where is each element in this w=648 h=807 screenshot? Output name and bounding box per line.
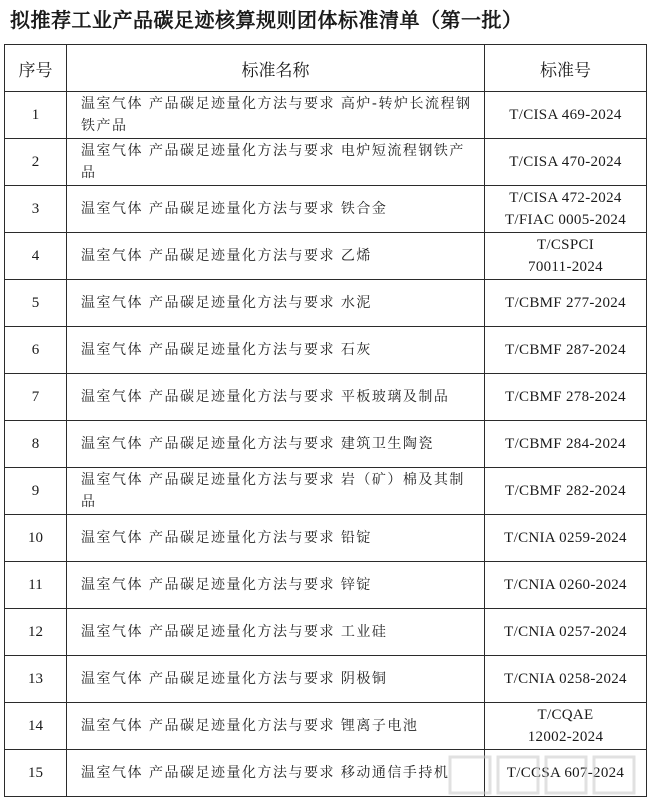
row-standard-code — [485, 750, 647, 797]
standard-code-line: T/CBMF 277-2024 — [505, 295, 626, 311]
header-serial: 序号 — [5, 45, 67, 92]
row-standard-code — [485, 656, 647, 703]
table-row — [5, 609, 647, 656]
standard-code-line: T/CISA 470-2024 — [509, 154, 622, 170]
row-standard-name: 温室气体 产品碳足迹量化方法与要求 石灰 — [67, 327, 485, 374]
row-standard-name: 温室气体 产品碳足迹量化方法与要求 铁合金 — [67, 186, 485, 233]
row-standard-code — [485, 233, 647, 280]
table-row — [5, 233, 647, 280]
standard-code-line: 12002-2024 — [527, 729, 604, 745]
row-standard-name: 温室气体 产品碳足迹量化方法与要求 阴极铜 — [67, 656, 485, 703]
table-row — [5, 92, 647, 139]
row-standard-code — [485, 515, 647, 562]
table-row — [5, 374, 647, 421]
row-standard-name: 温室气体 产品碳足迹量化方法与要求 锌锭 — [67, 562, 485, 609]
standard-code-line: T/CCSA 607-2024 — [506, 765, 625, 781]
row-serial: 2 — [5, 139, 67, 186]
standard-code-line: T/CSPCI — [536, 237, 595, 253]
standard-code-line: T/CNIA 0260-2024 — [504, 577, 627, 593]
row-standard-code — [485, 562, 647, 609]
row-serial: 6 — [5, 327, 67, 374]
row-standard-code — [485, 374, 647, 421]
row-standard-code — [485, 703, 647, 750]
page-title: 拟推荐工业产品碳足迹核算规则团体标准清单（第一批） — [10, 8, 523, 32]
table-row — [5, 468, 647, 515]
row-serial: 1 — [5, 92, 67, 139]
row-standard-code — [485, 280, 647, 327]
standard-code-line: T/CBMF 287-2024 — [505, 342, 626, 358]
row-standard-name: 温室气体 产品碳足迹量化方法与要求 铅锭 — [67, 515, 485, 562]
standard-code-line: T/CBMF 278-2024 — [505, 389, 626, 405]
row-standard-code — [485, 92, 647, 139]
row-standard-name: 温室气体 产品碳足迹量化方法与要求 乙烯 — [67, 233, 485, 280]
standard-code-line: 70011-2024 — [528, 259, 603, 275]
table-row — [5, 139, 647, 186]
header-standard-code: 标准号 — [485, 45, 647, 92]
row-standard-name: 温室气体 产品碳足迹量化方法与要求 水泥 — [67, 280, 485, 327]
row-serial: 8 — [5, 421, 67, 468]
table-row — [5, 656, 647, 703]
table-row — [5, 327, 647, 374]
row-serial: 7 — [5, 374, 67, 421]
header-standard-name: 标准名称 — [67, 45, 485, 92]
standard-code-line: T/CISA 472-2024 — [509, 190, 622, 206]
row-standard-name: 温室气体 产品碳足迹量化方法与要求 移动通信手持机 — [67, 750, 485, 797]
row-standard-name: 温室气体 产品碳足迹量化方法与要求 建筑卫生陶瓷 — [67, 421, 485, 468]
table-row — [5, 186, 647, 233]
row-serial: 4 — [5, 233, 67, 280]
table-header-row — [5, 45, 647, 92]
table-row — [5, 421, 647, 468]
standards-table — [4, 44, 647, 797]
row-standard-code — [485, 468, 647, 515]
row-standard-code — [485, 139, 647, 186]
table-row — [5, 515, 647, 562]
table-row — [5, 703, 647, 750]
row-serial: 5 — [5, 280, 67, 327]
row-standard-name: 温室气体 产品碳足迹量化方法与要求 电炉短流程钢铁产品 — [67, 139, 485, 186]
row-standard-name: 温室气体 产品碳足迹量化方法与要求 锂离子电池 — [67, 703, 485, 750]
table-row — [5, 280, 647, 327]
row-standard-code — [485, 609, 647, 656]
row-standard-code — [485, 327, 647, 374]
table-row — [5, 562, 647, 609]
row-standard-name: 温室气体 产品碳足迹量化方法与要求 岩（矿）棉及其制品 — [67, 468, 485, 515]
row-serial: 12 — [5, 609, 67, 656]
row-serial: 9 — [5, 468, 67, 515]
table-row — [5, 750, 647, 797]
row-standard-name: 温室气体 产品碳足迹量化方法与要求 工业硅 — [67, 609, 485, 656]
row-standard-code — [485, 186, 647, 233]
row-standard-name: 温室气体 产品碳足迹量化方法与要求 平板玻璃及制品 — [67, 374, 485, 421]
standard-code-line: T/CNIA 0259-2024 — [504, 530, 627, 546]
row-serial: 13 — [5, 656, 67, 703]
standard-code-line: T/CNIA 0258-2024 — [504, 671, 627, 687]
standard-code-line: T/FIAC 0005-2024 — [504, 212, 627, 228]
standard-code-line: T/CBMF 282-2024 — [505, 483, 626, 499]
standard-code-line: T/CNIA 0257-2024 — [504, 624, 627, 640]
row-standard-code — [485, 421, 647, 468]
row-serial: 11 — [5, 562, 67, 609]
row-serial: 10 — [5, 515, 67, 562]
row-serial: 3 — [5, 186, 67, 233]
row-standard-name: 温室气体 产品碳足迹量化方法与要求 高炉-转炉长流程钢铁产品 — [67, 92, 485, 139]
row-serial: 14 — [5, 703, 67, 750]
row-serial: 15 — [5, 750, 67, 797]
standard-code-line: T/CBMF 284-2024 — [505, 436, 626, 452]
standard-code-line: T/CISA 469-2024 — [509, 107, 622, 123]
standard-code-line: T/CQAE — [537, 707, 594, 723]
